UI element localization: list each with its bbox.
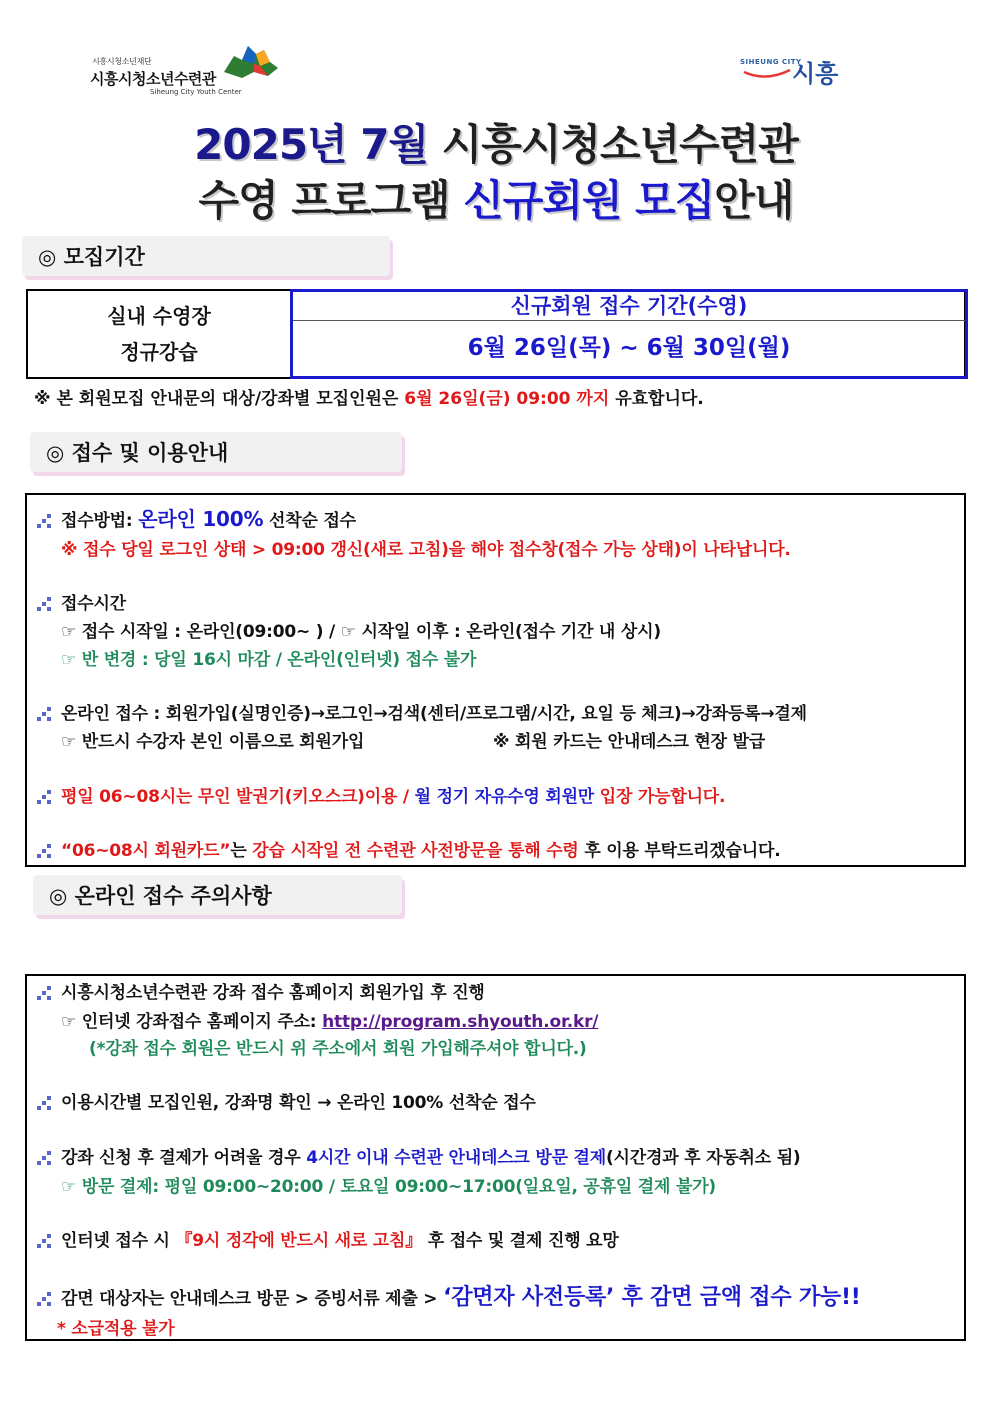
city-korean-name: 시흥 [792, 60, 839, 88]
list-item: ☞ 접수 시작일 : 온라인(09:00~ ) / ☞ 시작일 이후 : 온라인(접수 기간 내 상시) [61, 622, 661, 642]
org-small-label: 시흥시청소년재단 [92, 57, 152, 66]
list-item: ※ 접수 당일 로그인 상태 > 09:00 갱신(새로 고침)을 해야 접수창(접수 가능 상태)이 나타납니다. [61, 540, 791, 560]
dots-bullet-icon [37, 597, 55, 611]
dots-bullet-icon [37, 1151, 55, 1165]
dots-bullet-icon [37, 1292, 55, 1306]
page-title-line1: 2025년 7월 시흥시청소년수련관 [194, 120, 798, 169]
city-swoosh-icon [742, 68, 792, 80]
list-item: ☞ 반드시 수강자 본인 이름으로 회원가입 [61, 732, 365, 752]
dots-bullet-icon [37, 986, 55, 1000]
list-item: ☞ 반 변경 : 당일 16시 마감 / 온라인(인터넷) 접수 불가 [61, 650, 477, 670]
period-cell [290, 289, 968, 379]
section-heading-recruit-period: ◎ 모집기간 [22, 236, 390, 276]
program-type: 실내 수영장 [107, 304, 211, 328]
list-item: 접수방법: 온라인 100% 선착순 접수 [37, 503, 356, 532]
org-english-name: Siheung City Youth Center [150, 88, 242, 96]
program-cell [28, 291, 290, 377]
list-item: “06~08시 회원카드”는 강습 시작일 전 수련관 사전방문을 통해 수령 후 이용 부탁드리겠습니다. [37, 836, 780, 861]
period-title: 신규회원 접수 기간(수영) [293, 292, 965, 321]
list-item: (*강좌 접수 회원은 반드시 위 주소에서 회원 가입해주셔야 합니다.) [89, 1039, 587, 1059]
list-item: ☞ 인터넷 강좌접수 홈페이지 주소: http://program.shyouth.or.kr/ [61, 1012, 599, 1032]
program-class: 정규강습 [120, 340, 198, 364]
section-heading-registration-info: ◎ 접수 및 이용안내 [30, 432, 402, 472]
recruit-period-table [26, 289, 966, 379]
city-english-label: SIHEUNG CITY [740, 58, 802, 66]
list-item: 감면 대상자는 안내데스크 방문 > 증빙서류 제출 > ‘감면자 사전등록’ 후 감면 금액 접수 가능!! [37, 1280, 861, 1311]
validity-note: ※ 본 회원모집 안내문의 대상/강좌별 모집인원은 6월 26일(금) 09:00 까지 유효합니다. [34, 389, 704, 409]
org-name: 시흥시청소년수련관 [90, 70, 216, 88]
dots-bullet-icon [37, 844, 55, 858]
list-item: 인터넷 접수 시 『9시 정각에 반드시 새로 고침』 후 접수 및 결제 진행 요망 [37, 1226, 619, 1251]
list-item: 접수시간 [37, 589, 126, 614]
list-item: * 소급적용 불가 [57, 1319, 175, 1339]
list-item: 온라인 접수 : 회원가입(실명인증)→로그인→검색(센터/프로그램/시간, 요일 등 체크)→강좌등록→결제 [37, 699, 807, 724]
dots-bullet-icon [37, 1234, 55, 1248]
siheung-city-logo [740, 54, 860, 88]
youth-center-logo [88, 42, 288, 98]
online-caution-box [25, 974, 966, 1341]
page-title-line2: 수영 프로그램 신규회원 모집안내 [198, 176, 794, 225]
program-homepage-link[interactable]: http://program.shyouth.or.kr/ [322, 1012, 599, 1032]
list-item: ☞ 방문 결제: 평일 09:00~20:00 / 토요일 09:00~17:00(일요일, 공휴일 결제 불가) [61, 1177, 716, 1197]
list-item: 강좌 신청 후 결제가 어려울 경우 4시간 이내 수련관 안내데스크 방문 결제(시간경과 후 자동취소 됨) [37, 1143, 801, 1168]
period-dates: 6월 26일(목) ~ 6월 30일(월) [467, 335, 791, 361]
map-logo-icon [220, 42, 282, 82]
dots-bullet-icon [37, 707, 55, 721]
list-item: ※ 회원 카드는 안내데스크 현장 발급 [493, 732, 766, 752]
dots-bullet-icon [37, 1096, 55, 1110]
list-item: 이용시간별 모집인원, 강좌명 확인 → 온라인 100% 선착순 접수 [37, 1088, 536, 1113]
registration-info-box [25, 493, 966, 867]
dots-bullet-icon [37, 514, 55, 528]
list-item: 평일 06~08시는 무인 발권기(키오스크)이용 / 월 정기 자유수영 회원만 입장 가능합니다. [37, 782, 725, 807]
section-heading-online-caution: ◎ 온라인 접수 주의사항 [33, 875, 402, 915]
dots-bullet-icon [37, 790, 55, 804]
list-item: 시흥시청소년수련관 강좌 접수 홈페이지 회원가입 후 진행 [37, 978, 485, 1003]
